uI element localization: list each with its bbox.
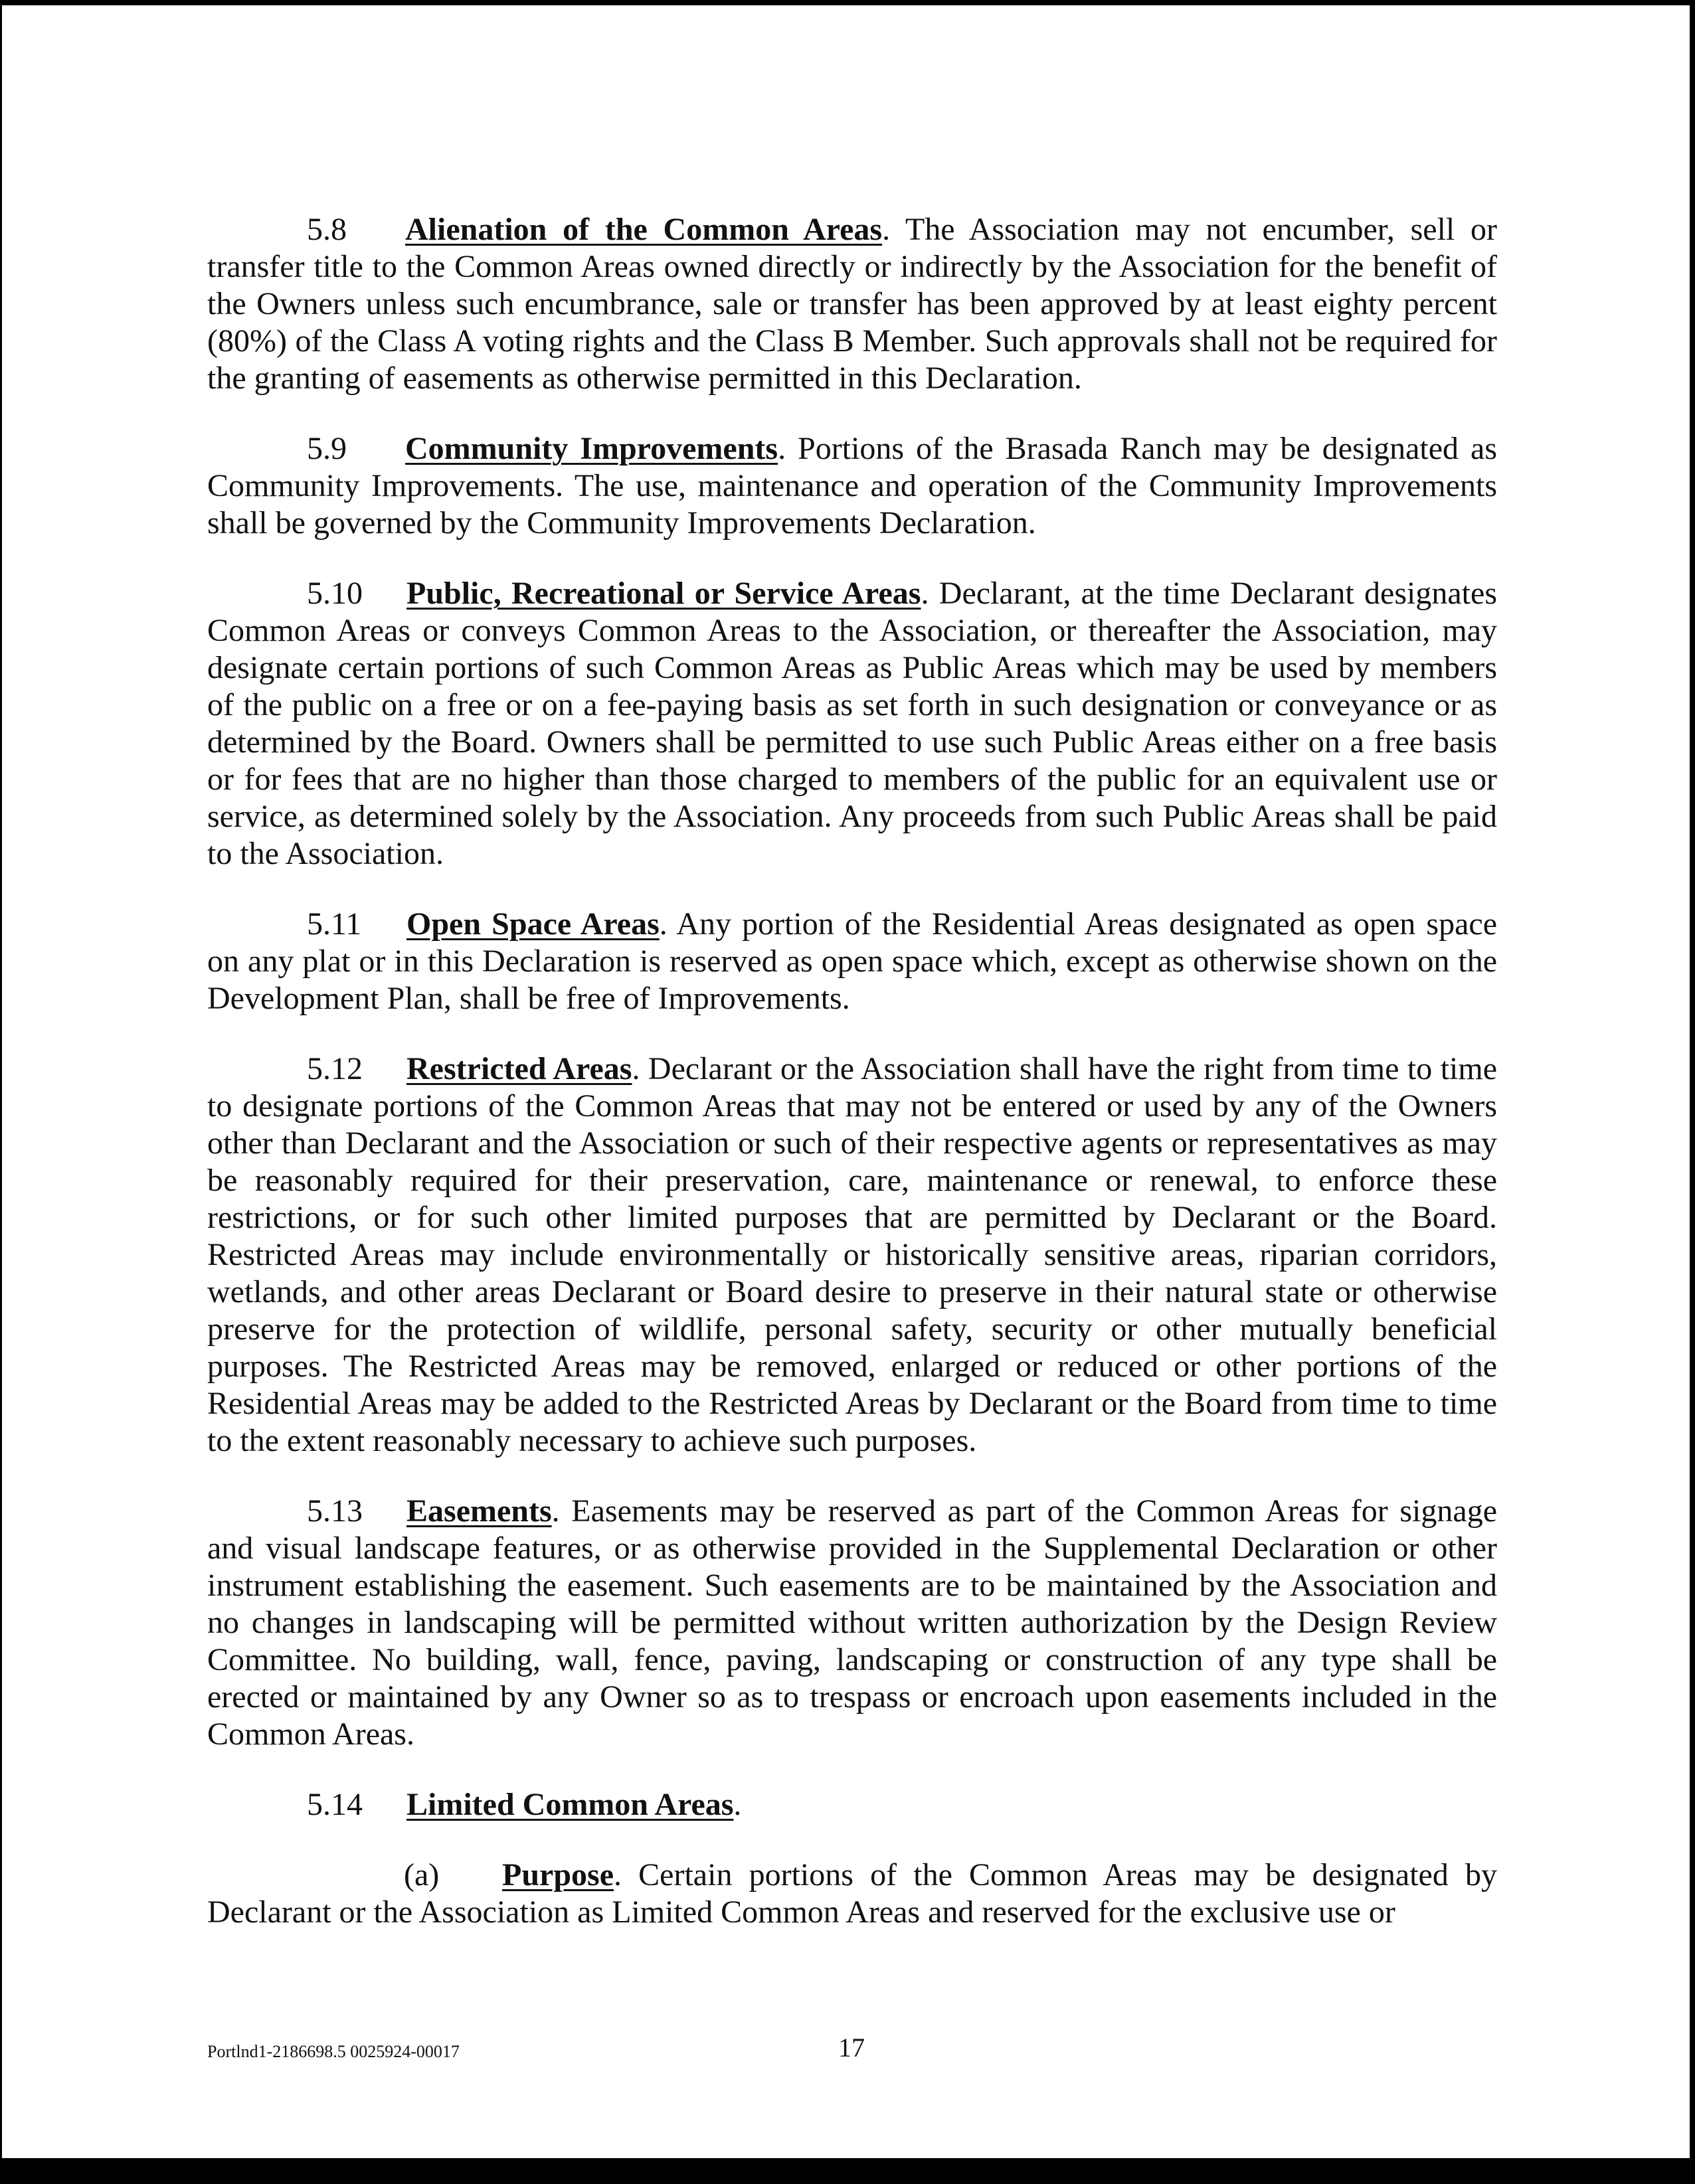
section-5-11 [207,906,1497,1017]
subsection-body: . Certain portions of the Common Areas may be designated by Declarant or the Association as Limited Common Areas and reserved for the exclusive use or [207,1857,1497,1930]
document-body [207,211,1497,1931]
section-heading: Open Space Areas [406,906,660,942]
section-body: . Any portion of the Residential Areas designated as open space on any plat or in this Declaration is reserved as open space which, except as otherwise shown on the Development Plan, shall be free of Improvements. [207,906,1498,1016]
section-number: 5.12 [307,1051,363,1086]
section-heading: Easements [406,1493,552,1529]
section-body: . Declarant, at the time Declarant designates Common Areas or conveys Common Areas to the Association, or thereafter the Association, may designate certain portions of such Common Areas as Public Areas which may be used by members of the public on a free or on a fee-paying basis as set forth in such designation or conveyance or as determined by the Board. Owners shall be permitted to use such Public Areas either on a free basis or for fees that are no higher than those charged to members of the public for an equivalent use or service, as determined solely by the Association. Any proceeds from such Public Areas shall be paid to the Association. [207,576,1497,871]
section-5-12 [207,1050,1497,1460]
section-heading: Community Improvements [405,431,778,466]
section-number: 5.10 [307,576,363,611]
scan-border-top [0,0,1695,5]
scan-border-left [0,0,2,2184]
section-body: . Declarant or the Association shall have the right from time to time to designate portions of the Common Areas that may not be entered or used by any of the Owners other than Declarant and the Association or such of their respective agents or representatives as may be reasonably required for their preservation, care, maintenance or renewal, to enforce these restrictions, or for such other limited purposes that are permitted by Declarant or the Board. Restricted Areas may include environmentally or historically sensitive areas, riparian corridors, wetlands, and other areas Declarant or Board desire to preserve in their natural state or otherwise preserve for the protection of wildlife, personal safety, security or other mutually beneficial purposes. The Restricted Areas may be removed, enlarged or reduced or other portions of the Residential Areas may be added to the Restricted Areas by Declarant or the Board from time to time to the extent reasonably necessary to achieve such purposes. [207,1051,1498,1458]
subsection-heading: Purpose [502,1857,614,1892]
section-heading: Limited Common Areas [406,1787,734,1822]
section-5-13 [207,1493,1497,1753]
section-number: 5.8 [307,212,347,247]
section-5-10 [207,575,1497,873]
section-heading: Public, Recreational or Service Areas [406,576,921,611]
section-number: 5.13 [307,1493,363,1529]
section-5-8 [207,211,1497,397]
section-body: . Easements may be reserved as part of the Common Areas for signage and visual landscape features, or as otherwise provided in the Supplemental Declaration or other instrument establishing the easement. Such easements are to be maintained by the Association and no changes in landscaping will be permitted without written authorization by the Design Review Committee. No building, wall, fence, paving, landscaping or construction of any type shall be erected or maintained by any Owner so as to trespass or encroach upon easements included in the Common Areas. [207,1493,1497,1752]
footer-document-id: Portlnd1-2186698.5 0025924-00017 [207,2042,460,2061]
subsection-label: (a) [404,1857,440,1892]
section-heading: Alienation of the Common Areas [405,212,883,247]
section-body: . [733,1787,742,1822]
section-body: . Portions of the Brasada Ranch may be designated as Community Improvements. The use, maintenance and operation of the Community Improvements shall be governed by the Community Improvements Declaration. [207,431,1497,541]
section-5-9 [207,430,1497,542]
section-number: 5.11 [307,906,362,942]
section-heading: Restricted Areas [406,1051,632,1086]
scan-border-bottom [0,2158,1695,2184]
subsection-a-purpose [207,1857,1497,1931]
section-number: 5.9 [307,431,347,466]
scan-border-right [1690,0,1695,2184]
section-body: . The Association may not encumber, sell or transfer title to the Common Areas owned directly or indirectly by the Association for the benefit of the Owners unless such encumbrance, sale or transfer has been approved by at least eighty percent (80%) of the Class A voting rights and the Class B Member. Such approvals shall not be required for the granting of easements as otherwise permitted in this Declaration. [207,212,1497,396]
page-number: 17 [838,2033,865,2062]
section-5-14 [207,1786,1497,1823]
section-number: 5.14 [307,1787,363,1822]
